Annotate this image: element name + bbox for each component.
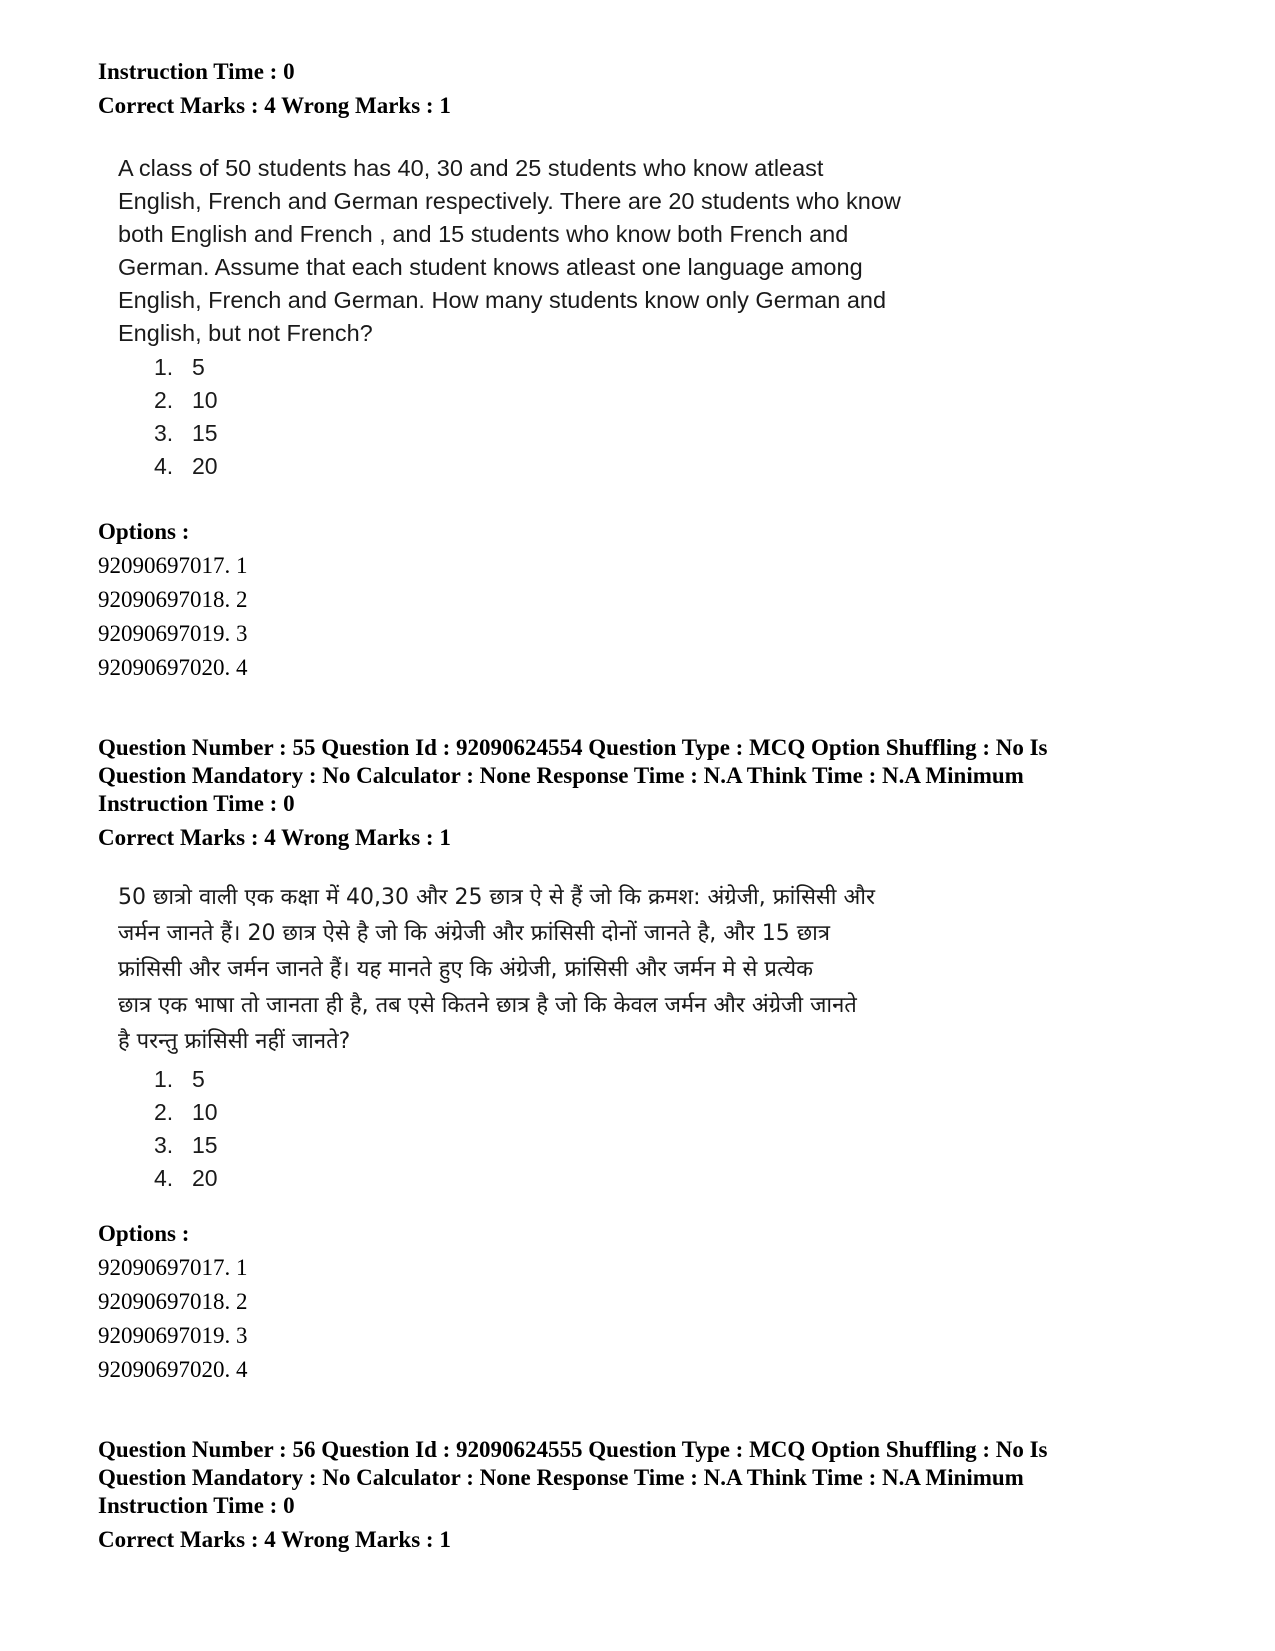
question-line: जर्मन जानते हैं। 20 छात्र ऐसे है जो कि अंग्रेजी और फ्रांसिसी दोनों जानते है, और 15 छात्र [118,921,831,946]
choice-item: 2. 10 [154,1099,218,1125]
question-line: English, French and German respectively. There are 20 students who know [118,188,901,214]
question-line: German. Assume that each student knows atleast one language among [118,254,863,280]
question-line: English, but not French? [118,320,373,346]
marks-line: Correct Marks : 4 Wrong Marks : 1 [98,1527,451,1552]
option-item: 92090697017. 1 [98,553,248,578]
question-line: छात्र एक भाषा तो जानता ही है, तब एसे कितने छात्र है जो कि केवल जर्मन और अंग्रेजी जानते [118,993,857,1018]
question-line: फ्रांसिसी और जर्मन जानते हैं। यह मानते हुए कि अंग्रेजी, फ्रांसिसी और जर्मन मे से प्रत्येक [118,957,813,982]
question-line: A class of 50 students has 40, 30 and 25 students who know atleast [118,155,824,181]
question-header-line: Question Number : 56 Question Id : 92090624555 Question Type : MCQ Option Shuffling : No Is [98,1437,1048,1462]
option-item: 92090697020. 4 [98,1357,248,1382]
choice-item: 1. 5 [154,354,205,380]
option-item: 92090697019. 3 [98,621,248,646]
option-item: 92090697019. 3 [98,1323,248,1348]
choice-item: 3. 15 [154,1132,218,1158]
question-header-line: Question Mandatory : No Calculator : None Response Time : N.A Think Time : N.A Minimum [98,763,1024,788]
option-item: 92090697020. 4 [98,655,248,680]
options-heading: Options : [98,1221,190,1246]
question-header-line: Question Number : 55 Question Id : 92090624554 Question Type : MCQ Option Shuffling : No Is [98,735,1048,760]
instruction-time: Instruction Time : 0 [98,59,295,84]
question-header-line: Question Mandatory : No Calculator : None Response Time : N.A Think Time : N.A Minimum [98,1465,1024,1490]
question-text-english [118,152,948,350]
option-item: 92090697017. 1 [98,1255,248,1280]
question-line: है परन्तु फ्रांसिसी नहीं जानते? [118,1029,351,1054]
question-line: 50 छात्रो वाली एक कक्षा में 40,30 और 25 छात्र ऐ से हैं जो कि क्रमश: अंग्रेजी, फ्रांसिसी और [118,885,876,910]
question-text-hindi [118,880,978,1060]
question-line: both English and French , and 15 students who know both French and [118,221,849,247]
choice-item: 1. 5 [154,1066,205,1092]
option-item: 92090697018. 2 [98,587,248,612]
question-line: English, French and German. How many students know only German and [118,287,887,313]
instruction-time: Instruction Time : 0 [98,1493,295,1518]
option-item: 92090697018. 2 [98,1289,248,1314]
marks-line: Correct Marks : 4 Wrong Marks : 1 [98,825,451,850]
choice-item: 4. 20 [154,453,218,479]
marks-line: Correct Marks : 4 Wrong Marks : 1 [98,93,451,118]
choice-item: 4. 20 [154,1165,218,1191]
instruction-time: Instruction Time : 0 [98,791,295,816]
options-heading: Options : [98,519,190,544]
choice-item: 2. 10 [154,387,218,413]
choice-item: 3. 15 [154,420,218,446]
